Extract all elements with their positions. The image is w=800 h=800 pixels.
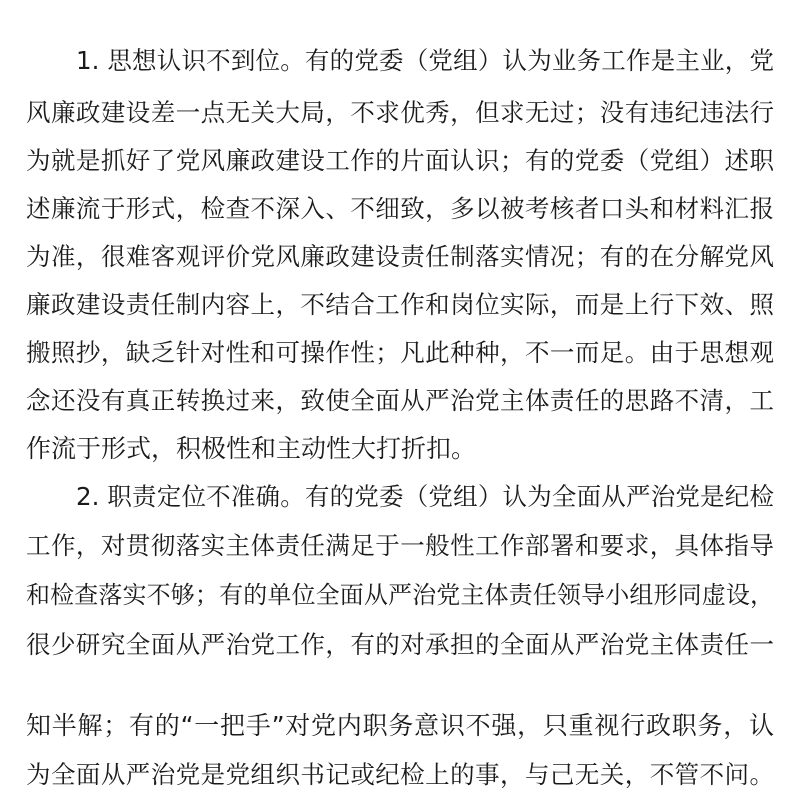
paragraph-1-line-6: 廉政建设责任制内容上，不结合工作和岗位实际，而是上行下效、照 [26,290,774,319]
paragraph-1-line-8: 念还没有真正转换过来，致使全面从严治党主体责任的思路不清，工 [26,386,774,415]
paragraph-1-line-9: 作流于形式，积极性和主动性大打折扣。 [26,434,477,463]
paragraph-2-line-3: 和检查落实不够；有的单位全面从严治党主体责任领导小组形同虚设， [26,581,774,609]
paragraph-1-line-3: 为就是抓好了党风廉政建设工作的片面认识；有的党委（党组）述职 [26,146,774,175]
paragraph-1-line-1: 1. 思想认识不到位。有的党委（党组）认为业务工作是主业，党 [76,46,774,75]
paragraph-2-line-2: 工作，对贯彻落实主体责任满足于一般性工作部署和要求，具体指导 [26,531,774,560]
paragraph-1-line-5: 为准，很难客观评价党风廉政建设责任制落实情况；有的在分解党风 [26,242,774,271]
paragraph-1-line-4: 述廉流于形式，检查不深入、不细致，多以被考核者口头和材料汇报 [26,194,774,223]
paragraph-1-line-7: 搬照抄，缺乏针对性和可操作性；凡此种种，不一而足。由于思想观 [26,338,774,367]
paragraph-2-line-1: 2. 职责定位不准确。有的党委（党组）认为全面从严治党是纪检 [76,482,774,511]
paragraph-3-line-2: 为全面从严治党是党组织书记或纪检上的事，与己无关，不管不问。 [26,760,774,789]
paragraph-1-line-2: 风廉政建设差一点无关大局，不求优秀，但求无过；没有违纪违法行 [26,98,774,127]
paragraph-3-line-1: 知半解；有的“一把手”对党内职务意识不强，只重视行政职务，认 [26,711,774,740]
paragraph-2-line-4: 很少研究全面从严治党工作，有的对承担的全面从严治党主体责任一 [26,630,774,659]
